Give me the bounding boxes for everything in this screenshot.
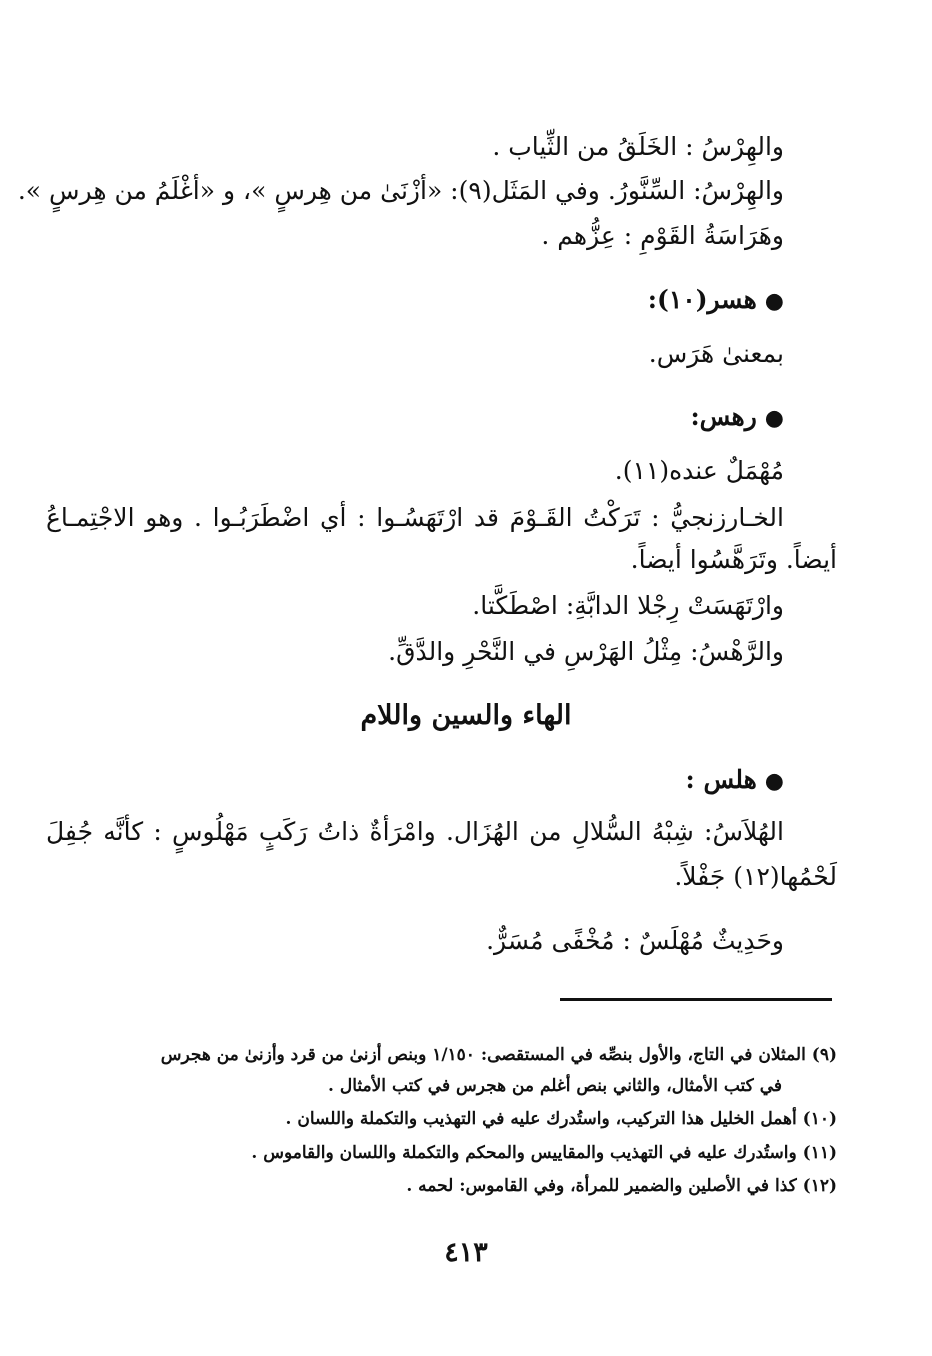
text-line: الهُلاَسُ: شِبْهُ السُّلالِ من الهُزَال. وامْرَأةٌ ذاتُ رَكَبٍ مَهْلُوسٍ : كأنَّه جُفِلَ (46, 817, 784, 846)
text-line: وحَدِيثٌ مُهْلَسٌ : مُخْفًى مُسَرٌّ. (486, 926, 784, 955)
entry-heading: ● رهس: (690, 400, 784, 435)
entry-heading: ● هسر(١٠): (648, 283, 784, 318)
text-line: وهَرَاسَةُ القَوْمِ : عِزُّهم . (541, 221, 784, 250)
text-line: والهِرْسُ: السِّنَّورُ. وفي المَثَل(٩): «أزْنَىٰ من هِرسٍ »، و «أغْلَمُ من هِرسٍ ». (17, 176, 784, 205)
section-title: الهاء والسين واللام (360, 700, 572, 731)
text-line: والهِرْسُ : الخَلَقُ من الثِّياب . (492, 132, 784, 161)
text-line: أيضاً. وتَرَهَّسُوا أيضاً. (630, 545, 837, 574)
footnote: (١٢) كذا في الأصلين والضمير للمرأة، وفي القاموس: لحمه . (406, 1176, 837, 1196)
footnote-separator (560, 998, 832, 1001)
footnote: (٩) المثلان في التاج، والأول بنصِّه في المستقصى: ١/١٥٠ وبنص أزنىٰ من قرد وأزنىٰ من هجرس (160, 1045, 837, 1065)
text-line: وارْتَهَسَتْ رِجْلا الدابَّةِ: اصْطَكَّتا. (472, 591, 784, 620)
footnote: (١١) واستُدرك عليه في التهذيب والمقاييس والمحكم والتكملة واللسان والقاموس . (251, 1143, 837, 1163)
footnote: (١٠) أهمل الخليل هذا التركيب، واستُدرك عليه في التهذيب والتكملة واللسان . (285, 1109, 837, 1129)
page-number: ٤١٣ (444, 1237, 488, 1268)
text-line: والرَّهْسُ: مِثْلُ الهَرْسِ في النَّحْرِ والدَّقِّ. (388, 637, 784, 666)
entry-heading: ● هلس : (686, 763, 784, 798)
text-line: الخـارزنجيُّ : تَرَكْتُ القَـوْمَ قد ارْتَهَسُـوا : أي اضْطَرَبُـوا . وهو الاجْتِمـاعُ (46, 503, 784, 532)
text-line: بمعنىٰ هَرَس. (648, 339, 784, 368)
footnote: في كتب الأمثال، والثاني بنص أغلم من هجرس في كتب الأمثال . (328, 1076, 782, 1096)
text-line: لَحْمُها(١٢) جَفْلاً. (674, 862, 837, 891)
text-line: مُهْمَلٌ عنده(١١). (614, 456, 784, 485)
